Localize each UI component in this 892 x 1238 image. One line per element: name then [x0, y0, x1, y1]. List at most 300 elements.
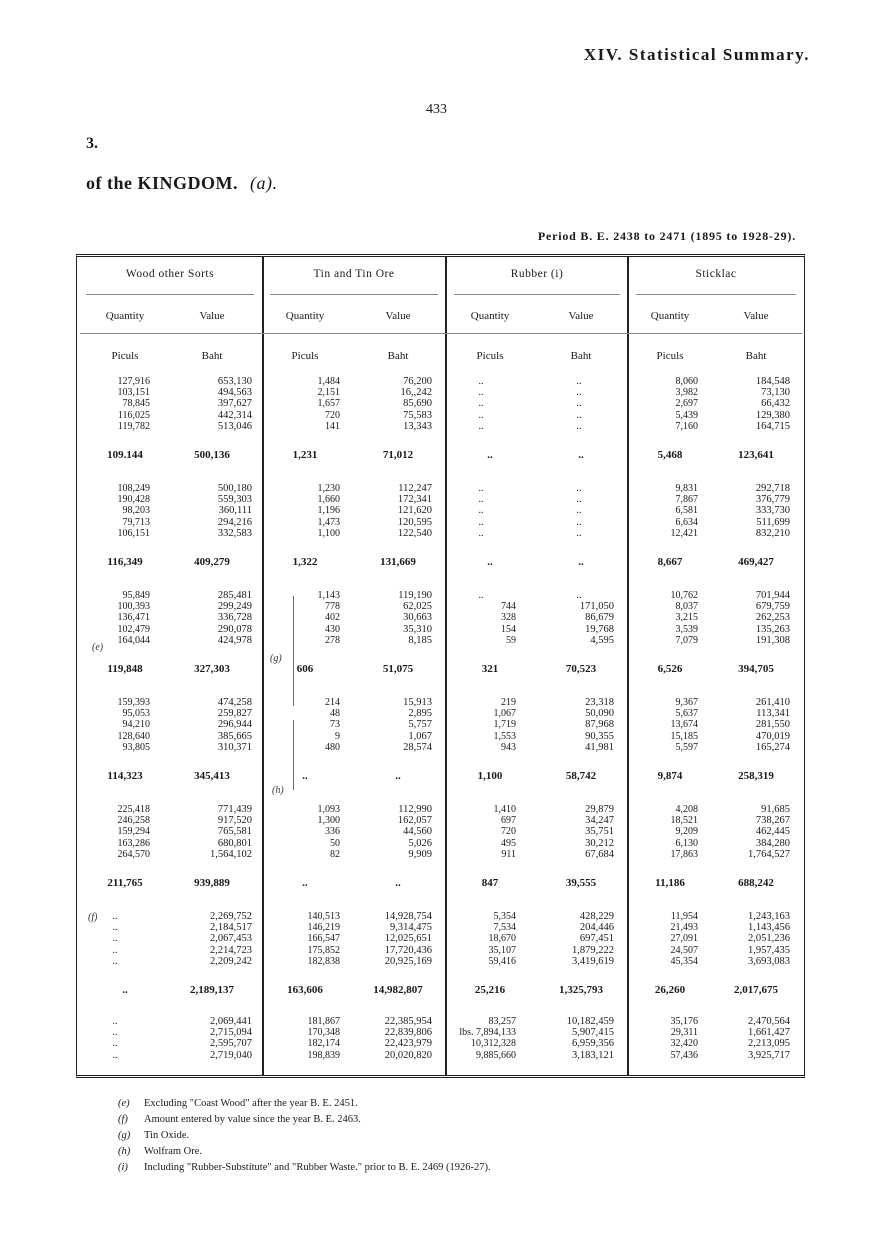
block-total-cell: .. [487, 556, 493, 568]
table-cell: 127,916 [117, 376, 150, 387]
table-cell: 103,151 [117, 387, 150, 399]
table-cell: 480 [325, 741, 340, 753]
table-cell: 9,831 [675, 483, 698, 494]
table-cell: 474,258 [217, 697, 252, 708]
side-note-e: (e) [92, 642, 104, 653]
table-cell: 3,925,717 [748, 1049, 790, 1061]
table-cell: 93,805 [122, 741, 150, 753]
value-header: Value [385, 310, 411, 322]
block-total-cell: 2,017,675 [734, 984, 778, 996]
footnote-row [118, 1160, 491, 1176]
group-title: Rubber (i) [510, 268, 564, 280]
group-title: Wood other Sorts [125, 268, 215, 280]
table-cell: 336 [325, 826, 340, 838]
table-cell: 943 [501, 741, 516, 753]
table-cell: 281,550 [755, 719, 790, 731]
table-cell: 2,184,517 [210, 922, 252, 934]
running-head: XIV. Statistical Summary. [583, 45, 810, 64]
table-cell: 2,719,040 [210, 1049, 252, 1061]
table-cell: 86,679 [585, 612, 614, 624]
table-cell: 17,863 [670, 848, 698, 860]
table-cell: 5,757 [408, 719, 432, 731]
table-cell: .. [112, 1049, 118, 1061]
unit-baht: Baht [387, 350, 409, 362]
group-title: Tin and Tin Ore [313, 268, 395, 280]
table-cell: 11,954 [670, 911, 698, 922]
table-cell: 1,100 [317, 527, 340, 539]
table-cell: .. [112, 1038, 118, 1050]
table-cell: 184,548 [755, 376, 790, 387]
footnote-text: Excluding "Coast Wood" after the year B. E. 2451. [144, 1098, 358, 1109]
table-cell: .. [112, 1027, 118, 1039]
table-cell: 494,563 [217, 387, 252, 399]
table-cell: 470,019 [755, 730, 790, 742]
table-cell: 1,243,163 [748, 911, 790, 922]
table-cell: .. [112, 911, 118, 922]
table-cell: 102,479 [117, 623, 150, 635]
table-cell: .. [112, 933, 118, 945]
table-cell: 190,428 [117, 494, 150, 506]
table-cell: 154 [501, 623, 516, 635]
table-cell: 24,507 [670, 944, 698, 956]
block-total-cell: 8,667 [657, 556, 683, 568]
table-cell: 166,547 [307, 933, 340, 945]
block-total-cell: 327,303 [194, 663, 230, 675]
table-cell: 112,247 [398, 483, 432, 494]
table-cell: 16,,242 [400, 387, 432, 399]
table-cell: 1,067 [493, 708, 516, 720]
table-cell: 9,885,660 [476, 1049, 516, 1061]
unit-piculs: Piculs [656, 350, 684, 362]
table-cell: 129,380 [755, 409, 790, 421]
block-total-cell: .. [302, 770, 308, 782]
table-cell: 7,160 [675, 420, 698, 432]
table-cell: 6,959,356 [572, 1038, 614, 1050]
page-number: 433 [426, 102, 447, 117]
table-cell: .. [576, 505, 582, 517]
table-cell: 720 [501, 826, 516, 838]
quantity-header: Quantity [470, 310, 510, 322]
table-cell: .. [576, 516, 582, 528]
table-cell: 1,230 [317, 483, 340, 494]
table-cell: 9,314,475 [390, 922, 432, 934]
table-cell: 1,093 [317, 804, 340, 815]
table-cell: 911 [501, 848, 516, 860]
table-cell: 294,216 [217, 516, 252, 528]
table-cell: 22,839,806 [384, 1027, 432, 1039]
table-cell: 2,213,095 [748, 1038, 790, 1050]
table-cell: 119,782 [117, 420, 150, 432]
table-cell: 14,928,754 [384, 911, 432, 922]
table-cell: .. [478, 387, 484, 399]
block-total-cell: 123,641 [738, 449, 774, 461]
table-cell: 261,410 [755, 697, 790, 708]
table-cell: 9,209 [675, 826, 698, 838]
table-cell: 384,280 [755, 837, 790, 849]
table-cell: 246,258 [117, 815, 150, 827]
table-cell: 738,267 [755, 815, 790, 827]
block-total-cell: 847 [481, 877, 499, 889]
table-cell: 44,560 [403, 826, 432, 838]
table-cell: 48 [330, 708, 340, 720]
table-cell: 290,078 [217, 623, 252, 635]
table-cell: .. [112, 955, 118, 967]
table-cell: 59 [506, 634, 516, 646]
table-cell: .. [478, 409, 484, 421]
block-total-cell: 606 [296, 663, 314, 675]
table-cell: 3,419,619 [572, 955, 614, 967]
table-cell: 559,303 [217, 494, 252, 506]
table-cell: 164,044 [117, 634, 150, 646]
group-separator [262, 256, 264, 1076]
header-rule [80, 333, 802, 334]
table-cell: 292,718 [755, 483, 790, 494]
table-cell: 1,879,222 [572, 944, 614, 956]
footnote-key: (i) [118, 1162, 128, 1173]
table-cell: 35,751 [585, 826, 614, 838]
table-cell: 296,944 [217, 719, 252, 731]
table-cell: 1,553 [493, 730, 516, 742]
block-total-cell: 26,260 [654, 984, 686, 996]
table-cell: 917,520 [217, 815, 252, 827]
table-cell: 32,420 [670, 1038, 698, 1050]
table-cell: 90,355 [585, 730, 614, 742]
table-cell: 73,130 [761, 387, 790, 399]
block-total-cell: 114,323 [107, 770, 143, 782]
table-cell: .. [576, 420, 582, 432]
block-total-cell: 109.144 [107, 449, 143, 461]
table-cell: 8,060 [675, 376, 698, 387]
table-heading-text: of the KINGDOM. [86, 173, 238, 193]
table-cell: 385,665 [217, 730, 252, 742]
table-cell: 181,867 [307, 1016, 340, 1027]
table-cell: 204,446 [579, 922, 614, 934]
table-cell: 462,445 [755, 826, 790, 838]
table-cell: 1,484 [317, 376, 340, 387]
table-cell: 2,715,094 [210, 1027, 252, 1039]
block-total-cell: 71,012 [382, 449, 414, 461]
table-cell: 428,229 [579, 911, 614, 922]
table-cell: 680,801 [217, 837, 252, 849]
table-cell: 59,416 [488, 955, 516, 967]
table-cell: 135,263 [755, 623, 790, 635]
table-cell: 4,208 [675, 804, 698, 815]
table-cell: 1,764,527 [748, 848, 790, 860]
table-cell: 333,730 [755, 505, 790, 517]
table-cell: 1,564,102 [210, 848, 252, 860]
table-cell: 165,274 [755, 741, 790, 753]
period-caption: Period B. E. 2438 to 2471 (1895 to 1928-29). [537, 229, 796, 243]
table-cell: 23,318 [585, 697, 614, 708]
block-total-cell: 11,186 [655, 877, 685, 889]
table-cell: 7,534 [493, 922, 516, 934]
table-cell: 91,685 [761, 804, 790, 815]
table-cell: 299,249 [217, 601, 252, 613]
table-cell: 376,779 [755, 494, 790, 506]
table-cell: 8,037 [675, 601, 698, 613]
table-cell: 122,540 [397, 527, 432, 539]
table-cell: 45,354 [670, 955, 698, 967]
block-total-cell: 119,848 [107, 663, 143, 675]
table-cell: .. [478, 420, 484, 432]
table-cell: 171,050 [579, 601, 614, 613]
table-cell: 198,839 [307, 1049, 340, 1061]
block-total-cell: .. [395, 877, 401, 889]
table-cell: 182,838 [307, 955, 340, 967]
table-cell: 95,849 [122, 590, 150, 601]
block-total-cell: 1,322 [292, 556, 318, 568]
table-cell: .. [576, 409, 582, 421]
table-cell: 332,583 [217, 527, 252, 539]
side-note-g: (g) [270, 653, 282, 664]
table-cell: 113,341 [756, 708, 790, 720]
block-total-cell: 14,982,807 [373, 984, 423, 996]
block-total-cell: 39,555 [565, 877, 597, 889]
table-cell: 285,481 [217, 590, 252, 601]
table-cell: 100,393 [117, 601, 150, 613]
block-total-cell: 1,100 [477, 770, 503, 782]
table-cell: 170,348 [307, 1027, 340, 1039]
table-cell: 402 [325, 612, 340, 624]
side-note-h: (h) [272, 785, 284, 796]
table-cell: lbs. 7,894,133 [459, 1027, 516, 1039]
table-cell: 513,046 [217, 420, 252, 432]
block-total-cell: 25,216 [474, 984, 506, 996]
table-cell: 95,053 [122, 708, 150, 720]
table-cell: 697 [501, 815, 516, 827]
table-cell: 2,269,752 [210, 911, 252, 922]
group-rule [454, 294, 620, 295]
group-title: Sticklac [695, 268, 737, 280]
value-header: Value [199, 310, 225, 322]
side-note-f: (f) [88, 912, 98, 923]
unit-piculs: Piculs [111, 350, 139, 362]
table-cell: 5,597 [675, 741, 698, 753]
table-cell: 159,393 [117, 697, 150, 708]
block-total-cell: 2,189,137 [190, 984, 234, 996]
table-cell: 76,200 [403, 376, 432, 387]
table-cell: 18,670 [488, 933, 516, 945]
footnote-row [118, 1144, 491, 1160]
table-cell: .. [112, 922, 118, 934]
table-cell: 29,879 [585, 804, 614, 815]
table-cell: .. [576, 398, 582, 410]
block-total-cell: 688,242 [738, 877, 774, 889]
value-header: Value [568, 310, 594, 322]
table-cell: 22,423,979 [384, 1038, 432, 1050]
table-cell: 120,595 [397, 516, 432, 528]
quantity-header: Quantity [285, 310, 325, 322]
table-cell: 1,196 [317, 505, 340, 517]
table-cell: 1,473 [317, 516, 340, 528]
table-cell: 679,759 [755, 601, 790, 613]
block-total-cell: 409,279 [194, 556, 230, 568]
table-cell: 164,715 [755, 420, 790, 432]
block-total-cell: 321 [481, 663, 499, 675]
table-cell: 17,720,436 [384, 944, 432, 956]
table-cell: 62,025 [403, 601, 432, 613]
table-cell: 94,210 [122, 719, 150, 731]
table-cell: 10,182,459 [566, 1016, 614, 1027]
table-cell: 3,693,083 [748, 955, 790, 967]
table-cell: 4,595 [590, 634, 614, 646]
footnote-key: (h) [118, 1146, 131, 1157]
table-cell: 397,627 [217, 398, 252, 410]
table-cell: 5,439 [675, 409, 698, 421]
table-cell: 278 [325, 634, 340, 646]
table-cell: 771,439 [217, 804, 252, 815]
table-cell: 5,354 [493, 911, 516, 922]
footnotes [118, 1096, 491, 1176]
table-cell: 12,025,651 [384, 933, 432, 945]
table-cell: 2,470,564 [748, 1016, 790, 1027]
table-cell: .. [112, 1016, 118, 1027]
table-cell: 85,690 [403, 398, 432, 410]
table-cell: 3,539 [675, 623, 698, 635]
table-cell: .. [478, 590, 484, 601]
table-cell: 15,913 [403, 697, 432, 708]
table-cell: 141 [325, 420, 340, 432]
table-cell: .. [576, 483, 582, 494]
table-cell: 22,385,954 [384, 1016, 432, 1027]
table-cell: 701,944 [755, 590, 790, 601]
table-cell: 2,069,441 [210, 1016, 252, 1027]
table-cell: 1,660 [317, 494, 340, 506]
table-cell: 10,312,328 [471, 1038, 516, 1050]
table-cell: 2,895 [408, 708, 432, 720]
table-cell: 175,852 [307, 944, 340, 956]
footnote-key: (g) [118, 1130, 131, 1141]
footnote-key: (f) [118, 1114, 128, 1125]
table-cell: 116,025 [117, 409, 150, 421]
block-total-cell: 9,874 [657, 770, 683, 782]
table-cell: 765,581 [217, 826, 252, 838]
block-total-cell: 469,427 [738, 556, 774, 568]
table-cell: 28,574 [403, 741, 432, 753]
table-cell: 15,185 [670, 730, 698, 742]
table-cell: 162,057 [397, 815, 432, 827]
table-cell: 1,719 [493, 719, 516, 731]
table-cell: 500,180 [217, 483, 252, 494]
table-cell: 495 [501, 837, 516, 849]
block-total-cell: 1,325,793 [559, 984, 603, 996]
table-cell: .. [112, 944, 118, 956]
table-cell: 136,471 [117, 612, 150, 624]
quantity-header: Quantity [650, 310, 690, 322]
table-cell: 21,493 [670, 922, 698, 934]
unit-baht: Baht [201, 350, 223, 362]
quantity-header: Quantity [105, 310, 145, 322]
table-cell: 20,925,169 [384, 955, 432, 967]
table-cell: 1,657 [317, 398, 340, 410]
table-cell: 2,697 [675, 398, 698, 410]
table-cell: 262,253 [755, 612, 790, 624]
table-cell: 832,210 [755, 527, 790, 539]
table-cell: 146,219 [307, 922, 340, 934]
block-total-cell: .. [578, 556, 584, 568]
table-cell: 744 [501, 601, 516, 613]
table-cell: 9,909 [408, 848, 432, 860]
table-heading [86, 173, 277, 194]
table-cell: 35,107 [488, 944, 516, 956]
footnote-text: Amount entered by value since the year B. E. 2463. [144, 1114, 361, 1125]
table-cell: 2,209,242 [210, 955, 252, 967]
table-cell: 18,521 [670, 815, 698, 827]
table-cell: 34,247 [585, 815, 614, 827]
table-cell: 3,982 [675, 387, 698, 399]
table-cell: 778 [325, 601, 340, 613]
unit-baht: Baht [745, 350, 767, 362]
section-number: 3. [86, 135, 98, 152]
table-cell: 9 [335, 730, 340, 742]
table-cell: 653,130 [217, 376, 252, 387]
table-cell: 360,111 [218, 505, 252, 517]
footnote-text: Wolfram Ore. [144, 1146, 203, 1157]
table-cell: 66,432 [761, 398, 790, 410]
table-cell: 30,212 [585, 837, 614, 849]
block-total-cell: 6,526 [657, 663, 683, 675]
group-rule [636, 294, 796, 295]
block-total-cell: 58,742 [565, 770, 597, 782]
table-cell: 2,214,723 [210, 944, 252, 956]
footnote-text: Including "Rubber-Substitute" and "Rubber Waste." prior to B. E. 2469 (1926-27). [144, 1162, 491, 1173]
block-total-cell: .. [122, 984, 128, 996]
block-total-cell: 1,231 [292, 449, 318, 461]
value-header: Value [743, 310, 769, 322]
table-cell: .. [478, 376, 484, 387]
table-cell: 121,620 [397, 505, 432, 517]
table-cell: 182,174 [307, 1038, 340, 1050]
table-cell: 697,451 [579, 933, 614, 945]
table-cell: 12,421 [670, 527, 698, 539]
table-cell: 35,310 [403, 623, 432, 635]
table-cell: 5,637 [675, 708, 698, 720]
table-cell: 27,091 [670, 933, 698, 945]
block-total-cell: .. [395, 770, 401, 782]
table-cell: .. [478, 505, 484, 517]
block-total-cell: 5,468 [657, 449, 683, 461]
table-cell: 79,713 [122, 516, 150, 528]
table-cell: 9,367 [675, 697, 698, 708]
table-cell: .. [576, 590, 582, 601]
table-cell: 13,674 [670, 719, 698, 731]
block-total-cell: .. [302, 877, 308, 889]
table-cell: 10,762 [670, 590, 698, 601]
block-total-cell: 394,705 [738, 663, 774, 675]
table-cell: .. [576, 494, 582, 506]
table-cell: 75,583 [403, 409, 432, 421]
footnote-key: (e) [118, 1098, 130, 1109]
table-cell: 82 [330, 848, 340, 860]
table-cell: 128,640 [117, 730, 150, 742]
table-cell: 6,634 [675, 516, 698, 528]
table-cell: 2,051,236 [748, 933, 790, 945]
table-heading-note: (a). [249, 173, 278, 193]
table-cell: 424,978 [217, 634, 252, 646]
table-cell: 442,314 [217, 409, 252, 421]
table-cell: 219 [501, 697, 516, 708]
footnote-row [118, 1096, 491, 1112]
block-total-cell: 939,889 [194, 877, 230, 889]
table-cell: 35,176 [670, 1016, 698, 1027]
table-cell: 6,130 [675, 837, 698, 849]
table-cell: 225,418 [117, 804, 150, 815]
table-cell: 98,203 [122, 505, 150, 517]
table-cell: 1,661,427 [748, 1027, 790, 1039]
block-total-cell: .. [487, 449, 493, 461]
table-cell: 1,143 [317, 590, 340, 601]
footnote-row [118, 1112, 491, 1128]
